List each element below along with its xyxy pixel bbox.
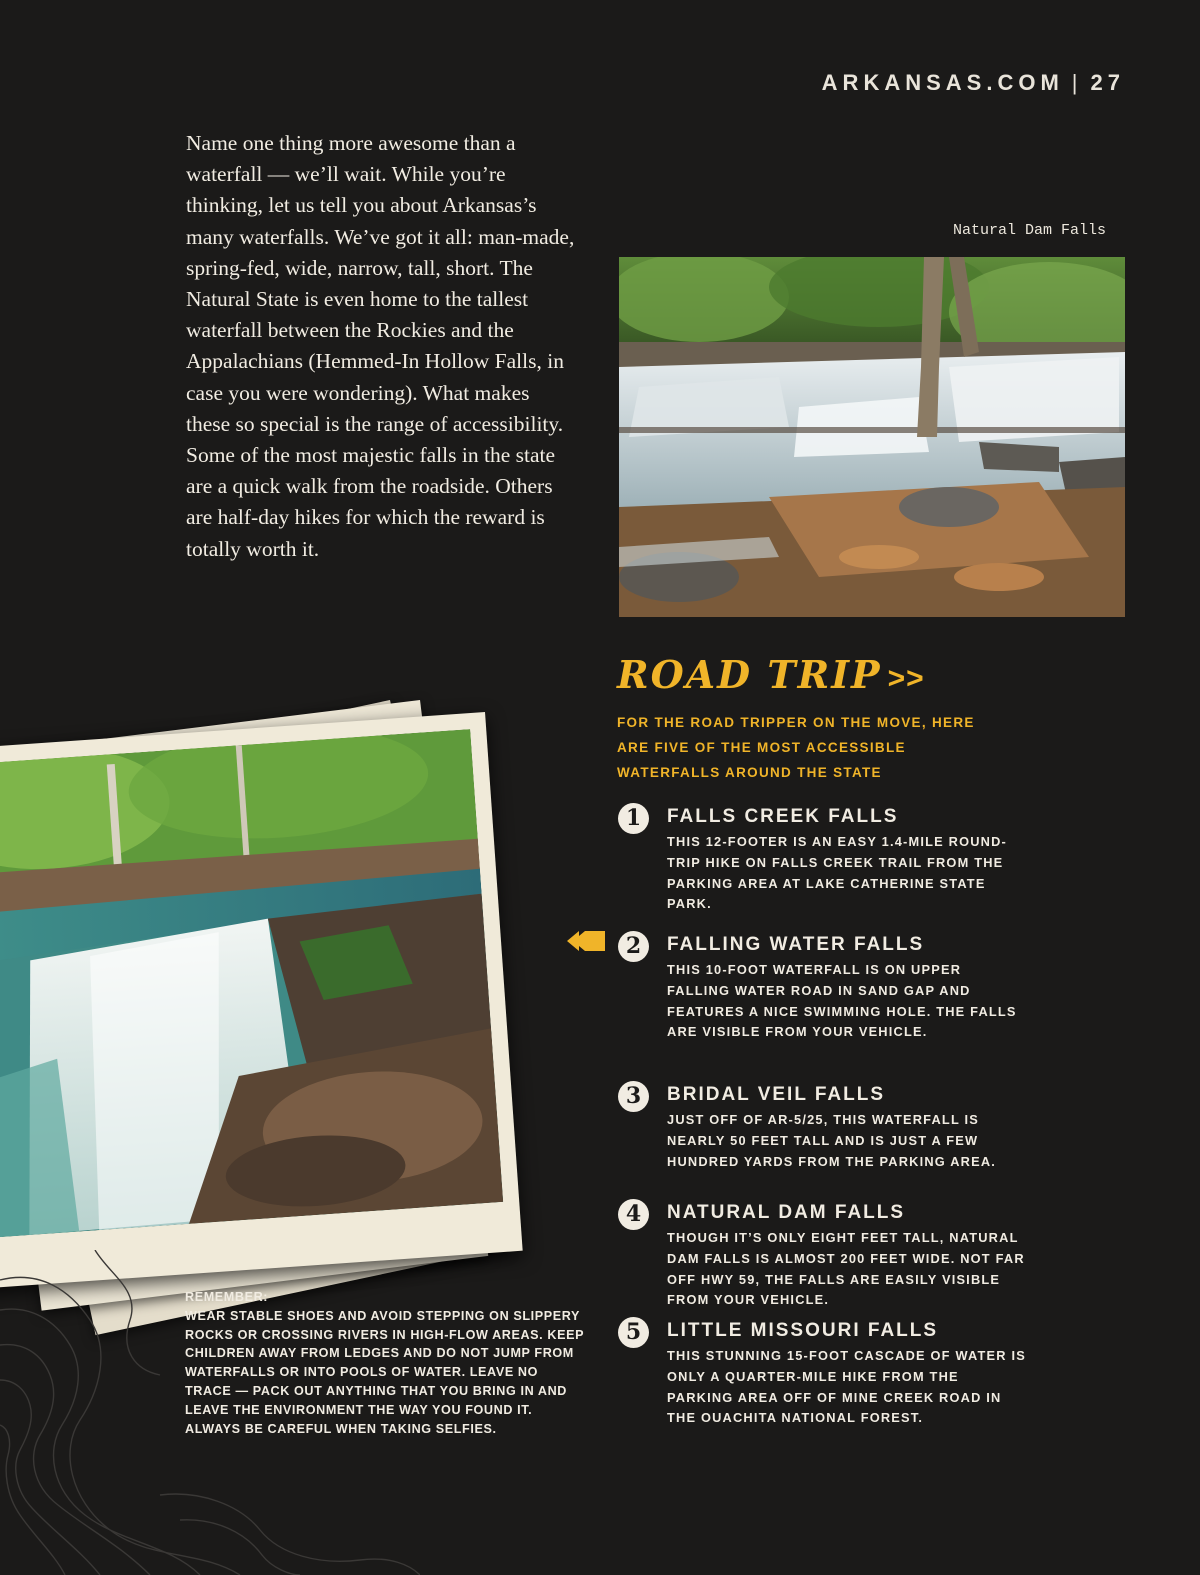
trip-item-description: THIS STUNNING 15-FOOT CASCADE OF WATER IS ONLY A QUARTER-MILE HIKE FROM THE PARKING AREA OFF OF MINE CREEK ROAD IN THE OUACHITA NATIONAL FOREST. xyxy=(667,1348,1026,1426)
road-trip-arrows: >> xyxy=(887,662,925,695)
safety-note xyxy=(185,1288,585,1438)
trip-item-name: FALLS CREEK FALLS xyxy=(667,806,899,827)
safety-note-closing: ALWAYS BE CAREFUL WHEN TAKING SELFIES. xyxy=(185,1421,497,1436)
road-trip-subtitle: FOR THE ROAD TRIPPER ON THE MOVE, HERE ARE FIVE OF THE MOST ACCESSIBLE WATERFALLS AROUND THE STATE xyxy=(617,715,975,780)
safety-note-body: WEAR STABLE SHOES AND AVOID STEPPING ON SLIPPERY ROCKS OR CROSSING RIVERS IN HIGH-FLOW AREAS. KEEP CHILDREN AWAY FROM LEDGES AND DO NOT JUMP FROM WATERFALLS OR INTO POOLS OF WATER. LEAVE NO TRACE — PACK OUT ANYTHING THAT YOU BRING IN AND LEAVE THE ENVIRONMENT THE WAY YOU FOUND IT. xyxy=(185,1308,584,1417)
trip-item-name: LITTLE MISSOURI FALLS xyxy=(667,1320,939,1341)
header-separator: | xyxy=(1071,70,1083,95)
trip-item-name: BRIDAL VEIL FALLS xyxy=(667,1084,886,1105)
number-badge: 5 xyxy=(618,1317,649,1348)
number-badge: 2 xyxy=(618,931,649,962)
page-number: 27 xyxy=(1090,70,1125,95)
trip-item-description: THIS 10-FOOT WATERFALL IS ON UPPER FALLING WATER ROAD IN SAND GAP AND FEATURES A NICE SWIMMING HOLE. THE FALLS ARE VISIBLE FROM YOUR VEHICLE. xyxy=(667,962,1017,1040)
trip-item-description: THIS 12-FOOTER IS AN EASY 1.4-MILE ROUND-TRIP HIKE ON FALLS CREEK TRAIL FROM THE PARKING AREA AT LAKE CATHERINE STATE PARK. xyxy=(667,834,1008,912)
trip-item-description: THOUGH IT’S ONLY EIGHT FEET TALL, NATURAL DAM FALLS IS ALMOST 200 FEET WIDE. NOT FAR OFF HWY 59, THE FALLS ARE EASILY VISIBLE FROM YOUR VEHICLE. xyxy=(667,1230,1025,1308)
photo-caption: Natural Dam Falls xyxy=(952,222,1106,239)
site-name: ARKANSAS.COM xyxy=(821,70,1064,95)
falling-water-falls-photo xyxy=(0,712,523,1289)
number-badge: 1 xyxy=(618,803,649,834)
natural-dam-falls-photo xyxy=(619,257,1125,617)
arrow-pointer-icon xyxy=(567,930,605,952)
road-trip-title xyxy=(617,652,925,697)
trip-item-name: FALLING WATER FALLS xyxy=(667,934,925,955)
safety-note-heading: REMEMBER: xyxy=(185,1290,269,1304)
number-badge: 4 xyxy=(618,1199,649,1230)
intro-paragraph: Name one thing more awesome than a waterfall — we’ll wait. While you’re thinking, let us tell you about Arkansas’s many waterfalls. We’ve got it all: man-made, spring-fed, wide, narrow, tall, short. The Natural State is even home to the tallest waterfall between the Rockies and the Appalachians (Hemmed-In Hollow Falls, in case you were wondering). What makes these so special is the range of accessibility. Some of the most majestic falls in the state are a quick walk from the roadside. Others are half-day hikes for which the reward is totally worth it. xyxy=(186,131,575,561)
number-badge: 3 xyxy=(618,1081,649,1112)
page-header xyxy=(822,70,1125,96)
road-trip-title-text: ROAD TRIP xyxy=(617,652,882,697)
trip-item-name: NATURAL DAM FALLS xyxy=(667,1202,906,1223)
trip-item-description: JUST OFF OF AR-5/25, THIS WATERFALL IS NEARLY 50 FEET TALL AND IS JUST A FEW HUNDRED YARDS FROM THE PARKING AREA. xyxy=(667,1112,997,1169)
